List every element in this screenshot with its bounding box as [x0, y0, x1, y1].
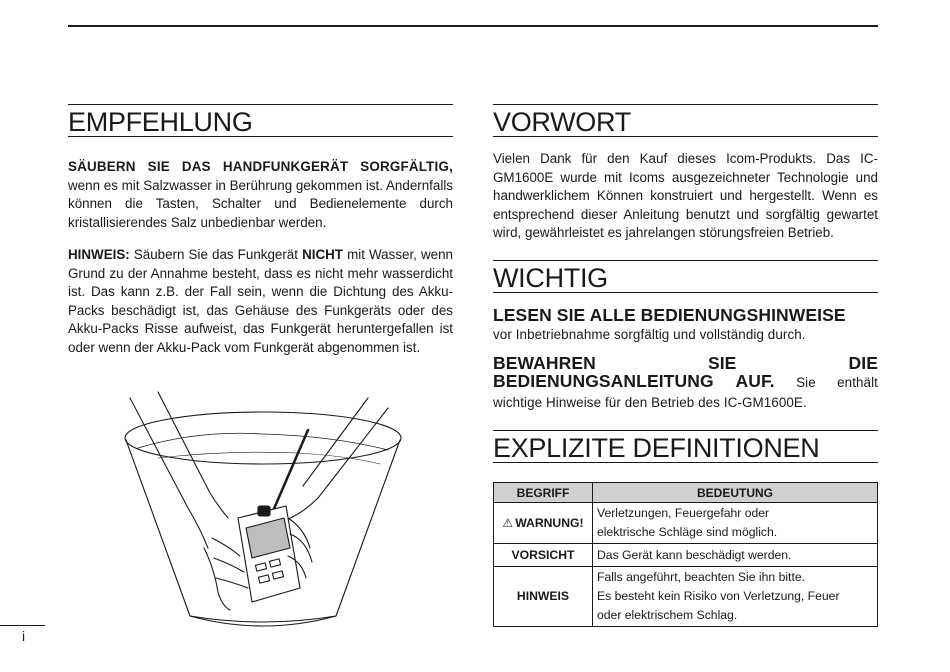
meaning-line: elektrische Schläge sind möglich.	[597, 525, 778, 539]
term-label: WARNUNG!	[515, 515, 584, 530]
page-number-rule	[0, 625, 45, 626]
meaning-line: Falls angeführt, beachten Sie ihn bitte.	[597, 570, 805, 584]
meaning-line: oder elektrischem Schlag.	[597, 608, 738, 622]
cleaning-note-paragraph	[68, 246, 453, 358]
section-heading-definitions: EXPLIZITE DEFINITIONEN	[493, 430, 878, 463]
foreword-paragraph: Vielen Dank für den Kauf dieses Icom-Produkts. Das IC-GM1600E wurde mit Icoms ausgezeichneter Technologie und handwerklichem Können konstruiert und hergestellt. Wenn es entsprechend dieser Anleitung benutzt und sorgfältig gewartet wird, gewährleistet es jahrelangen störungsfreien Betrieb.	[493, 151, 878, 241]
table-row	[494, 544, 878, 567]
definitions-table	[493, 482, 878, 627]
right-arm	[286, 408, 388, 520]
section-heading-wichtig: WICHTIG	[493, 260, 878, 293]
table-row	[494, 503, 878, 544]
important-read-instructions	[493, 306, 878, 344]
note-part1: Säubern Sie das Funkgerät	[129, 247, 303, 262]
term-cell-warning	[494, 503, 593, 544]
meaning-line: Es besteht kein Risiko von Verletzung, Feuer	[597, 589, 840, 603]
important-sub1-text: vor Inbetriebnahme sorgfältig und vollständig durch.	[493, 327, 806, 342]
left-arm	[130, 398, 208, 548]
page-number: i	[22, 628, 26, 644]
note-emphasis: NICHT	[302, 247, 343, 262]
note-part2: mit Wasser, wenn Grund zu der Annahme besteht, dass es nicht mehr wasserdicht ist. Das kann z.B. der Fall sein, wenn die Dichtung des Akku-Packs beschädigt ist, das Gehäuse des Funkgeräts oder des Akku-Packs Risse aufweist, das Funkgerät heruntergefallen ist oder wenn der Akku-Pack vom Funkgerät abgenommen ist.	[68, 247, 454, 355]
meaning-cell-caution	[593, 544, 878, 567]
important-sub2-text: Sie enthält wichtige Hinweise für den Betrieb des IC-GM1600E.	[493, 375, 879, 410]
bucket-rim	[125, 412, 401, 464]
important-sub2-title: BEWAHREN SIE DIE BEDIENUNGSANLEITUNG AUF.	[493, 353, 878, 391]
section-heading-vorwort: VORWORT	[493, 104, 878, 137]
radio-antenna	[270, 430, 308, 518]
important-keep-manual	[493, 354, 878, 412]
cleaning-recommendation-paragraph	[68, 158, 453, 232]
warning-icon: ⚠	[502, 515, 514, 530]
meaning-cell-warning	[593, 503, 878, 544]
table-row	[494, 567, 878, 627]
section-heading-empfehlung: EMPFEHLUNG	[68, 104, 453, 137]
cleaning-lead-rest: wenn es mit Salzwasser in Berührung gekommen ist. Andernfalls können die Tasten, Schalter und Bedienelemente durch kristallisierendes Salz unbedienbar werden.	[68, 177, 453, 230]
top-rule	[68, 25, 878, 27]
meaning-cell-note	[593, 567, 878, 627]
cleaning-lead-bold: SÄUBERN SIE DAS HANDFUNKGERÄT SORGFÄLTIG,	[68, 159, 453, 174]
meaning-line: Das Gerät kann beschädigt werden.	[597, 547, 792, 562]
note-label: HINWEIS:	[68, 247, 130, 262]
definitions-table-header-row	[494, 483, 878, 503]
term-cell-note: HINWEIS	[494, 567, 593, 627]
column-header-term: BEGRIFF	[494, 483, 593, 503]
important-sub1-title: LESEN SIE ALLE BEDIENUNGSHINWEISE	[493, 305, 846, 325]
bucket-washing-illustration	[118, 378, 408, 638]
column-header-meaning: BEDEUTUNG	[593, 483, 878, 503]
meaning-line: Verletzungen, Feuergefahr oder	[597, 506, 770, 520]
term-cell-caution: VORSICHT	[494, 544, 593, 567]
